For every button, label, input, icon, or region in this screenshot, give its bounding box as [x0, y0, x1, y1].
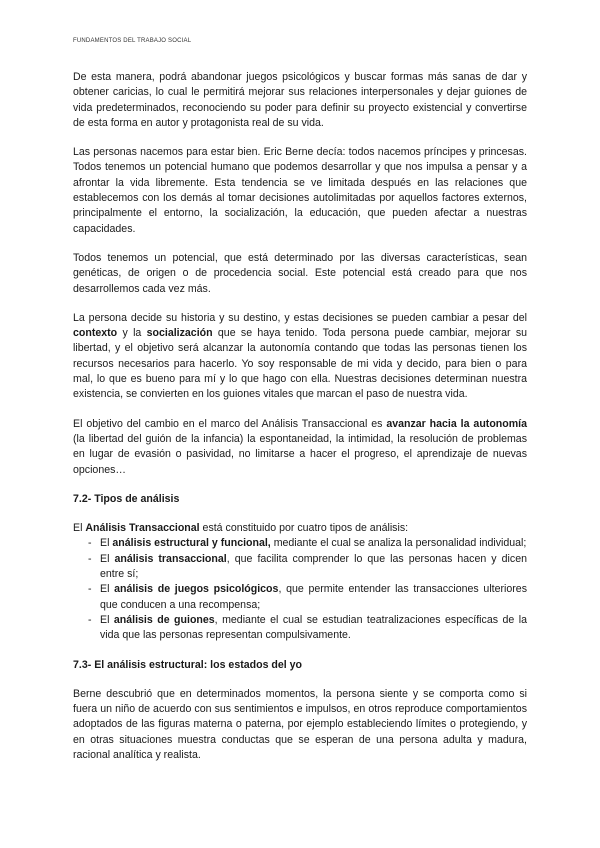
text-run: El: [100, 537, 113, 550]
text-run: El objetivo del cambio en el marco del Análisis Transaccional es: [73, 417, 387, 430]
text-run: El: [100, 552, 115, 565]
list-item: [73, 552, 527, 583]
text-run: , mediante el cual se estudian teatralizaciones específicas de la vida que las personas representan compulsivamente.: [100, 613, 527, 642]
text-run: mediante el cual se analiza la personalidad individual;: [270, 537, 527, 550]
bold-term-analisis-transaccional: Análisis Transaccional: [85, 522, 200, 535]
analysis-types-list: [73, 536, 527, 643]
section-7-3-paragraph: Berne descubrió que en determinados momentos, la persona siente y se comporta como si fuera un niño de acuerdo con sus sentimientos e impulsos, en otros reproduce comportamientos adoptados de las figuras materna o paterna, por ejemplo estableciendo límites o protegiendo, y en otras situaciones muestra conductas que se esperan de una persona adulta y madura, racional analítica y realista.: [73, 687, 527, 761]
section-heading-7-2: 7.2- Tipos de análisis: [73, 492, 180, 505]
text-run: (la libertad del guión de la infancia) la espontaneidad, la intimidad, la resolución de problemas en lugar de evasión o pasividad, no limitarse a hacer el progreso, el aprendizaje de nuevas opciones…: [73, 432, 527, 476]
bold-term-contexto: contexto: [73, 327, 118, 340]
bold-term-socializacion: socialización: [146, 327, 213, 340]
section-heading-7-3: 7.3- El análisis estructural: los estados del yo: [73, 658, 303, 671]
document-body: [73, 70, 527, 777]
text-run: que se haya tenido. Toda persona puede cambiar, mejorar su libertad, y el objetivo será alcanzar la autonomía contando que todas las personas tienen los recursos necesarios para hacerlo. Yo soy responsable de mi vida y decido, para bien o para mal, lo que es bueno para mí y lo que hago con ella. Nuestras decisiones determinan nuestra existencia, se convierten en los guiones vitales que marcan el paso de nuestra vida.: [73, 327, 528, 401]
bold-term: análisis de guiones: [113, 613, 215, 626]
text-run: está constituido por cuatro tipos de análisis:: [199, 522, 409, 535]
paragraph-1: De esta manera, podrá abandonar juegos psicológicos y buscar formas más sanas de dar y obtener caricias, lo cual le permitirá mejorar sus relaciones interpersonales y dejar guiones de vida predeterminados, reconociendo su poder para definir su proyecto existencial y convertirse de esta forma en autor y protagonista real de su vida.: [73, 71, 527, 129]
text-run: La persona decide su historia y su destino, y estas decisiones se pueden cambiar a pesar del: [73, 311, 527, 324]
running-header: FUNDAMENTOS DEL TRABAJO SOCIAL: [73, 38, 192, 44]
list-item: [73, 536, 527, 551]
text-run: y la: [117, 327, 147, 340]
paragraph-5: [73, 417, 527, 478]
text-run: , que permite entender las transacciones ulteriores que conducen a una recompensa;: [100, 583, 527, 611]
section-7-2-intro: [73, 521, 527, 536]
bold-term-autonomia: avanzar hacia la autonomía: [386, 417, 527, 430]
paragraph-2: Las personas nacemos para estar bien. Eric Berne decía: todos nacemos príncipes y princesas. Todos tenemos un potencial humano que podemos desarrollar y que nos impulsa a pensar y a afrontar la vida libremente. Esta tendencia se ve limitada después en las relaciones que establecemos con los demás al tomar decisiones autolimitadas por aquellos factores externos, principalmente el entorno, la socialización, la educación, que pueden afectar a nuestras capacidades.: [73, 146, 527, 235]
text-run: El: [73, 522, 86, 535]
bold-term: análisis estructural y funcional,: [112, 537, 271, 550]
text-run: El: [100, 583, 115, 596]
list-item: [73, 582, 527, 613]
list-item: [73, 613, 527, 644]
bold-term: análisis transaccional: [114, 552, 227, 565]
bold-term: análisis de juegos psicológicos: [114, 583, 279, 596]
paragraph-3: Todos tenemos un potencial, que está determinado por las diversas características, sean genéticas, de origen o de procedencia social. Este potencial está creado para que nos desarrollemos cada vez más.: [73, 251, 527, 295]
text-run: , que facilita comprender lo que las personas hacen y dicen entre sí;: [100, 552, 527, 581]
text-run: El: [100, 613, 114, 626]
paragraph-4: [73, 311, 527, 403]
